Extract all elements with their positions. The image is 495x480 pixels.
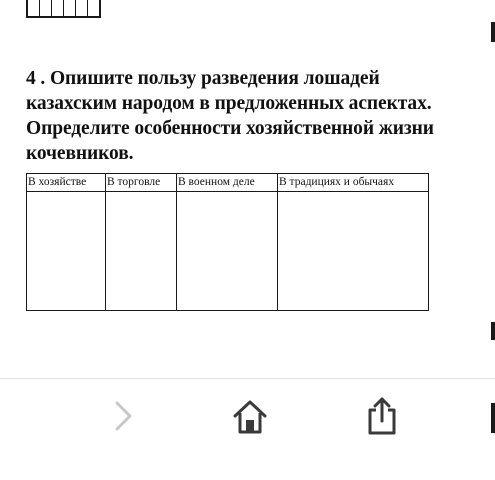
column-header-economy: В хозяйстве	[27, 174, 106, 192]
task-line: 4 . Опишите пользу разведения лошадей	[26, 68, 380, 89]
table-row	[27, 192, 429, 311]
share-button[interactable]	[362, 395, 402, 437]
answer-cell-economy	[27, 192, 106, 311]
answer-cell-traditions	[278, 192, 429, 311]
column-header-trade: В торговле	[106, 174, 177, 192]
task-line: казахским народом в предложенных аспектах.	[26, 93, 432, 114]
forward-button[interactable]	[108, 399, 138, 433]
answer-cell-trade	[106, 192, 177, 311]
column-header-military: В военном деле	[177, 174, 278, 192]
home-button[interactable]	[230, 397, 270, 437]
chevron-right-icon	[108, 399, 138, 433]
answer-cell-military	[177, 192, 278, 311]
task-line: Определите особенности хозяйственной жизни	[26, 118, 434, 139]
task-text	[26, 66, 495, 166]
answer-table	[26, 173, 429, 311]
overflow-button-edge[interactable]	[491, 403, 495, 433]
home-icon	[230, 397, 270, 437]
table-header-row	[27, 174, 429, 192]
page-edge-mark	[491, 22, 495, 42]
column-header-traditions: В традициях и обычаях	[278, 174, 429, 192]
answer-grid-fragment	[26, 0, 101, 18]
bottom-toolbar	[0, 379, 495, 480]
task-line: кочевников.	[26, 143, 134, 164]
share-icon	[362, 395, 402, 437]
page-edge-mark	[491, 322, 495, 340]
